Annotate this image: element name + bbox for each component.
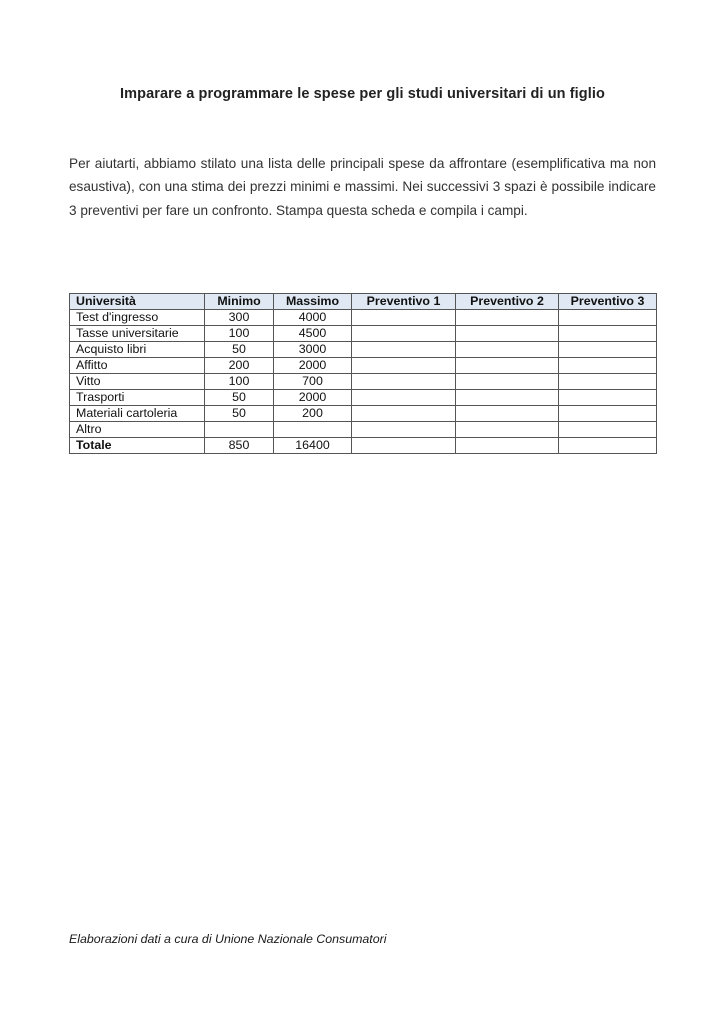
row-max: 3000: [274, 342, 352, 358]
row-preventivo-2[interactable]: [456, 310, 559, 326]
row-label: Trasporti: [70, 390, 205, 406]
row-label: Materiali cartoleria: [70, 406, 205, 422]
row-max: 4000: [274, 310, 352, 326]
row-preventivo-1[interactable]: [352, 326, 456, 342]
header-minimo: Minimo: [205, 294, 274, 310]
table-row: [70, 326, 657, 342]
row-preventivo-3[interactable]: [559, 390, 657, 406]
row-preventivo-3[interactable]: [559, 422, 657, 438]
row-min: 200: [205, 358, 274, 374]
row-max: 2000: [274, 390, 352, 406]
header-preventivo-3: Preventivo 3: [559, 294, 657, 310]
row-min: 300: [205, 310, 274, 326]
row-max[interactable]: [274, 422, 352, 438]
header-massimo: Massimo: [274, 294, 352, 310]
expense-table-container: [69, 293, 657, 454]
row-max: 4500: [274, 326, 352, 342]
table-row: [70, 406, 657, 422]
row-preventivo-3[interactable]: [559, 406, 657, 422]
total-preventivo-2[interactable]: [456, 438, 559, 454]
total-preventivo-3[interactable]: [559, 438, 657, 454]
row-preventivo-3[interactable]: [559, 358, 657, 374]
row-label: Altro: [70, 422, 205, 438]
row-min: 50: [205, 390, 274, 406]
row-preventivo-3[interactable]: [559, 326, 657, 342]
intro-paragraph: Per aiutarti, abbiamo stilato una lista delle principali spese da affrontare (esemplificativa ma non esaustiva), con una stima dei prezzi minimi e massimi. Nei successivi 3 spazi è possibile indicare 3 preventivi per fare un confronto. Stampa questa scheda e compila i campi.: [69, 156, 656, 218]
table-row: [70, 310, 657, 326]
total-preventivo-1[interactable]: [352, 438, 456, 454]
page-title: Imparare a programmare le spese per gli studi universitari di un figlio: [120, 86, 605, 102]
row-min: 100: [205, 326, 274, 342]
row-max: 700: [274, 374, 352, 390]
row-preventivo-2[interactable]: [456, 358, 559, 374]
row-preventivo-2[interactable]: [456, 374, 559, 390]
row-label: Acquisto libri: [70, 342, 205, 358]
row-preventivo-1[interactable]: [352, 358, 456, 374]
row-label: Test d'ingresso: [70, 310, 205, 326]
row-preventivo-1[interactable]: [352, 406, 456, 422]
table-total-row: [70, 438, 657, 454]
row-label: Vitto: [70, 374, 205, 390]
row-min[interactable]: [205, 422, 274, 438]
header-universita: Università: [70, 294, 205, 310]
row-preventivo-1[interactable]: [352, 342, 456, 358]
row-label: Tasse universitarie: [70, 326, 205, 342]
row-min: 50: [205, 406, 274, 422]
row-preventivo-2[interactable]: [456, 342, 559, 358]
expense-table: [69, 293, 657, 454]
table-row: [70, 342, 657, 358]
row-max: 200: [274, 406, 352, 422]
row-preventivo-1[interactable]: [352, 422, 456, 438]
row-preventivo-2[interactable]: [456, 422, 559, 438]
row-preventivo-3[interactable]: [559, 374, 657, 390]
row-label: Affitto: [70, 358, 205, 374]
row-preventivo-1[interactable]: [352, 374, 456, 390]
row-preventivo-1[interactable]: [352, 390, 456, 406]
footer-credit: Elaborazioni dati a cura di Unione Nazionale Consumatori: [69, 932, 387, 946]
row-min: 100: [205, 374, 274, 390]
row-preventivo-1[interactable]: [352, 310, 456, 326]
header-preventivo-1: Preventivo 1: [352, 294, 456, 310]
table-row: [70, 390, 657, 406]
table-header-row: [70, 294, 657, 310]
row-preventivo-2[interactable]: [456, 390, 559, 406]
row-max: 2000: [274, 358, 352, 374]
total-max: 16400: [274, 438, 352, 454]
row-preventivo-3[interactable]: [559, 342, 657, 358]
table-row: [70, 422, 657, 438]
table-row: [70, 358, 657, 374]
total-label: Totale: [70, 438, 205, 454]
row-preventivo-2[interactable]: [456, 326, 559, 342]
row-preventivo-3[interactable]: [559, 310, 657, 326]
header-preventivo-2: Preventivo 2: [456, 294, 559, 310]
table-row: [70, 374, 657, 390]
row-min: 50: [205, 342, 274, 358]
row-preventivo-2[interactable]: [456, 406, 559, 422]
total-min: 850: [205, 438, 274, 454]
